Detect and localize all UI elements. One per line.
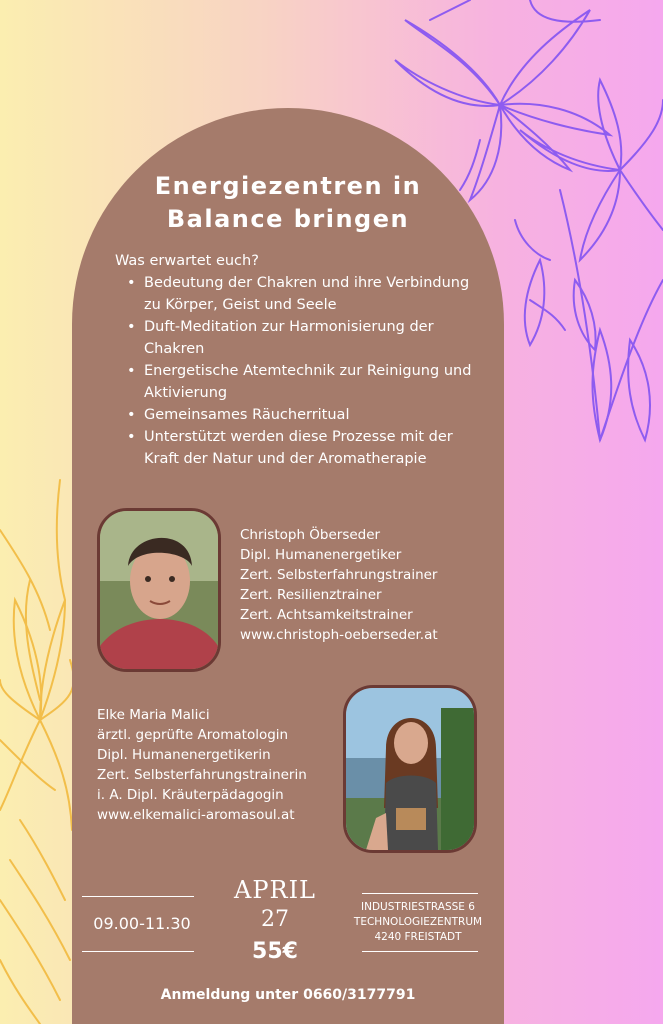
presenter-1-line: Zert. Selbsterfahrungstrainer: [240, 567, 438, 583]
divider: [362, 893, 478, 894]
presenter-2-line: ärztl. geprüfte Aromatologin: [97, 727, 289, 743]
list-item: • Duft-Meditation zur Harmonisierung der Chakren: [124, 316, 484, 360]
title-line-2: Balance bringen: [166, 205, 410, 233]
list-item: • Energetische Atemtechnik zur Reinigung und Aktivierung: [124, 360, 484, 404]
event-address: [338, 900, 498, 945]
registration-info: Anmeldung unter 0660/3177791: [160, 987, 416, 1003]
divider: [362, 951, 478, 952]
program-list: [124, 272, 484, 470]
presenter-1-line: Zert. Achtsamkeitstrainer: [240, 607, 413, 623]
address-line: 4240 FREISTADT: [374, 931, 462, 943]
divider: [82, 896, 194, 897]
event-time: 09.00-11.30: [93, 914, 191, 933]
page-title: [72, 170, 504, 236]
divider: [82, 951, 194, 952]
list-item: • Gemeinsames Räucherritual: [124, 404, 484, 426]
event-price: 55€: [252, 939, 298, 964]
list-item: • Bedeutung der Chakren und ihre Verbindung zu Körper, Geist und Seele: [124, 272, 484, 316]
address-line: TECHNOLOGIEZENTRUM: [353, 916, 483, 928]
presenter-2-name: Elke Maria Malici: [97, 707, 210, 723]
title-line-1: Energiezentren in: [154, 172, 422, 200]
address-line: INDUSTRIESTRASSE 6: [361, 901, 475, 913]
presenter-1-name: Christoph Öberseder: [240, 527, 381, 543]
presenter-1-bio: [240, 525, 438, 645]
presenter-2-line: Zert. Selbsterfahrungstrainerin: [97, 767, 307, 783]
presenter-2-website: www.elkemalici-aromasoul.at: [97, 807, 295, 823]
presenter-2-bio: [97, 705, 307, 825]
list-item: • Unterstützt werden diese Prozesse mit der Kraft der Natur und der Aromatherapie: [124, 426, 484, 470]
presenter-2-photo: [343, 685, 477, 853]
event-month: APRIL: [234, 876, 316, 904]
presenter-1-line: Zert. Resilienztrainer: [240, 587, 382, 603]
event-day: 27: [261, 907, 289, 932]
presenter-1-photo: [97, 508, 221, 672]
presenter-1-line: Dipl. Humanenergetiker: [240, 547, 402, 563]
presenter-1-website: www.christoph-oeberseder.at: [240, 627, 438, 643]
presenter-2-line: Dipl. Humanenergetikerin: [97, 747, 271, 763]
intro-text: Was erwartet euch?: [115, 253, 259, 269]
presenter-2-line: i. A. Dipl. Kräuterpädagogin: [97, 787, 284, 803]
